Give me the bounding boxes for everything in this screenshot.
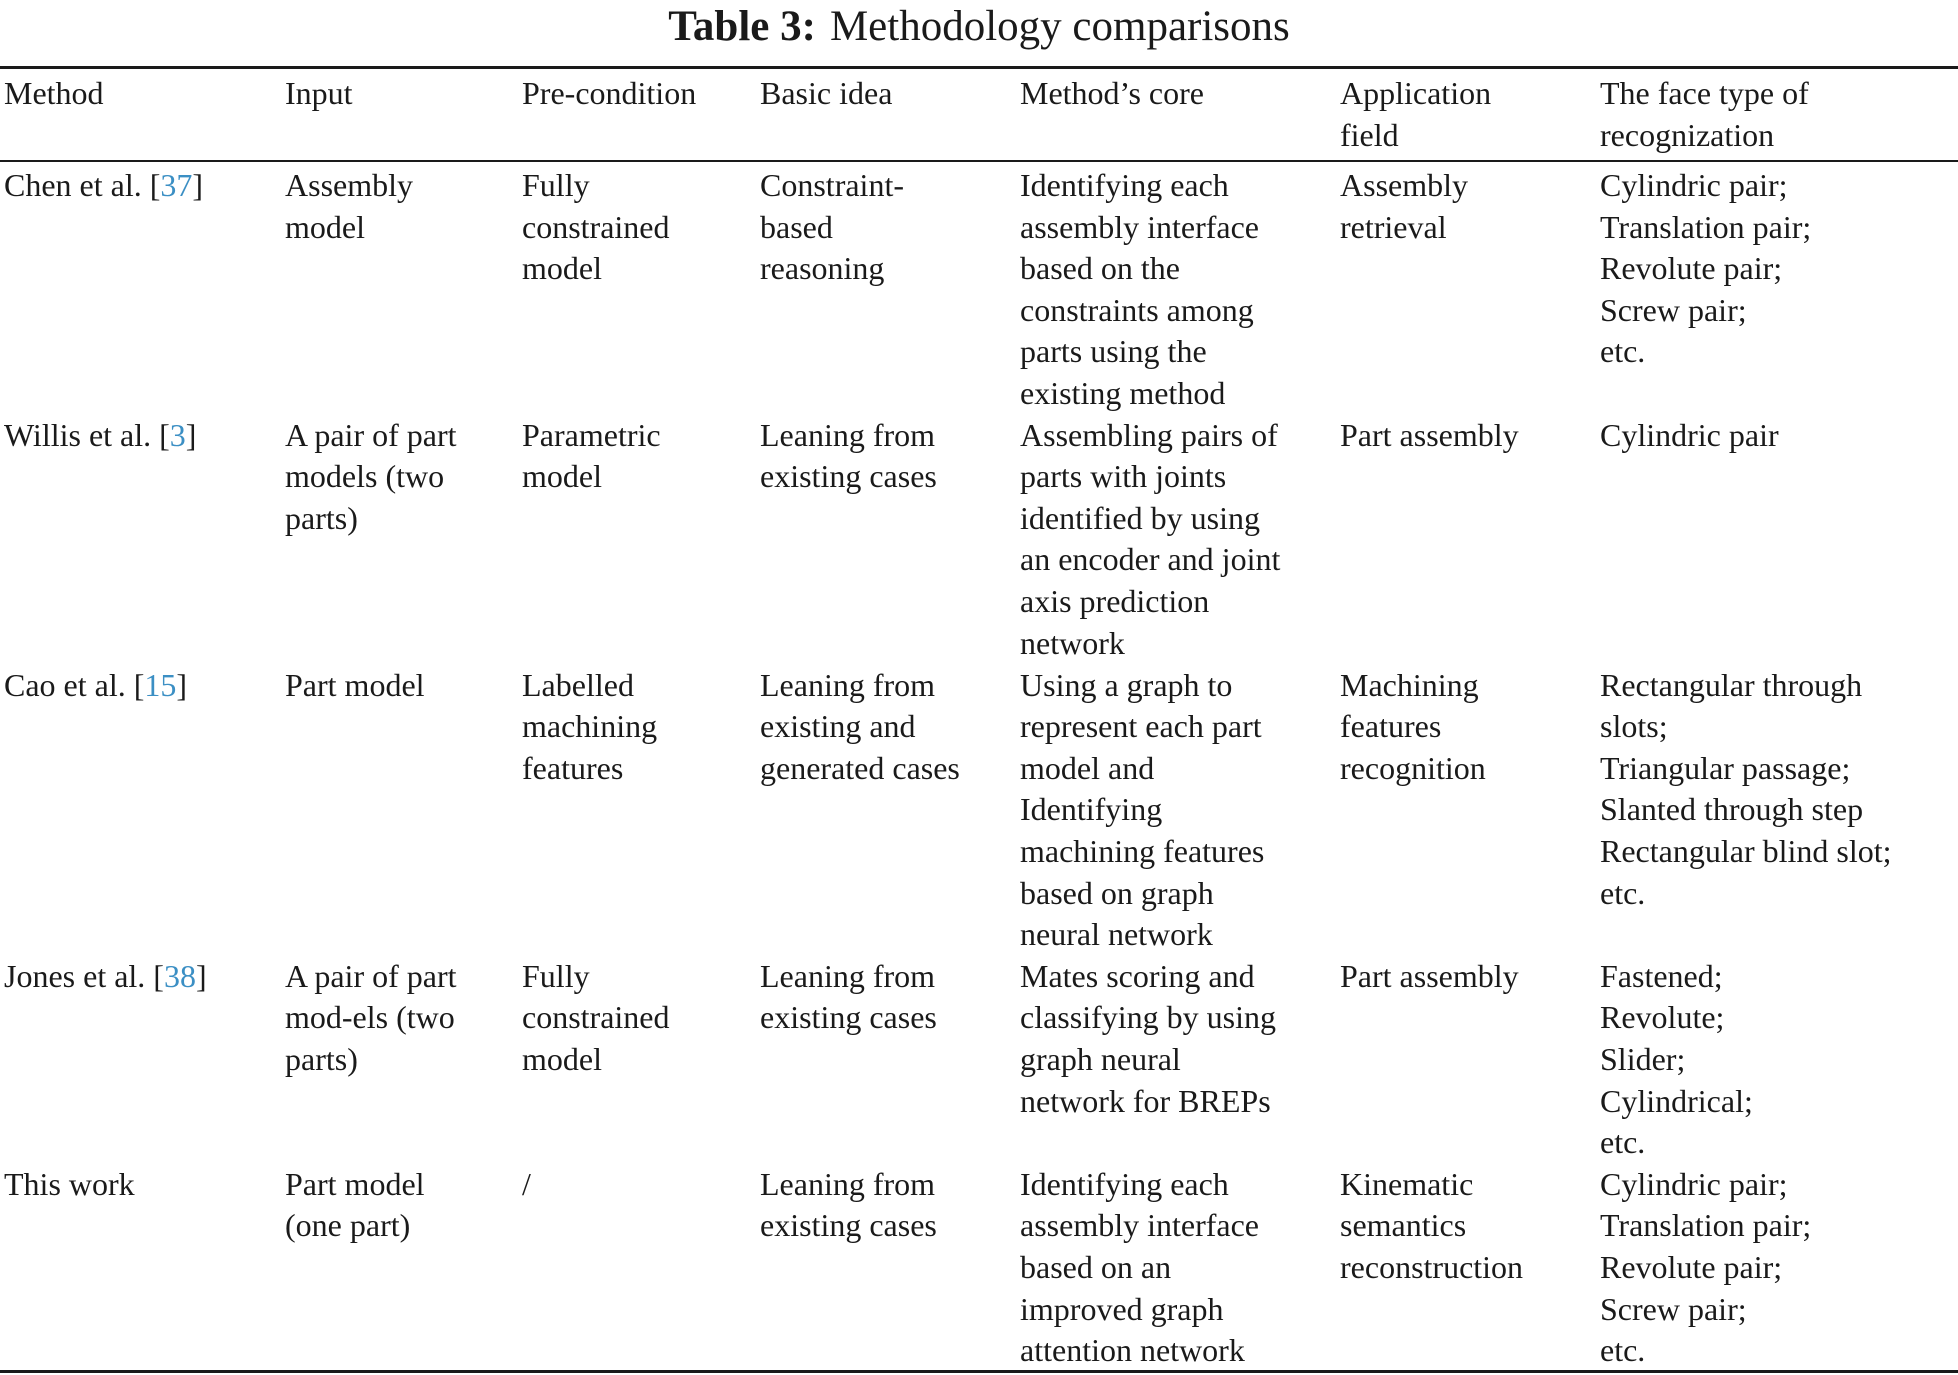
cell-text-line: based on graph bbox=[1020, 874, 1214, 911]
cell-face-type bbox=[1600, 665, 1958, 956]
column-header-line: Method bbox=[4, 75, 104, 111]
method-name: Willis et al. [ bbox=[4, 416, 170, 453]
cell-text-line: an encoder and joint bbox=[1020, 541, 1281, 578]
citation-link[interactable]: 15 bbox=[144, 666, 177, 703]
column-header-line: field bbox=[1340, 116, 1399, 153]
column-header-application-field bbox=[1340, 73, 1600, 162]
cell-text-line: network for BREPs bbox=[1020, 1082, 1271, 1119]
citation-bracket: ] bbox=[185, 416, 197, 453]
cell-application-field bbox=[1340, 162, 1600, 415]
cell-basic-idea bbox=[760, 956, 1020, 1164]
table-row bbox=[0, 665, 1958, 956]
cell-application-field bbox=[1340, 956, 1600, 1164]
cell-text-line: identified by using bbox=[1020, 499, 1260, 536]
column-header-line: Input bbox=[285, 75, 353, 111]
table-row bbox=[0, 1164, 1958, 1372]
cell-text-line: Part assembly bbox=[1340, 957, 1519, 994]
cell-text-line: Leaning from bbox=[760, 416, 936, 453]
cell-input bbox=[285, 956, 522, 1164]
cell-text-line: based on an bbox=[1020, 1248, 1172, 1285]
cell-methods-core bbox=[1020, 956, 1340, 1164]
cell-methods-core bbox=[1020, 415, 1340, 665]
cell-text-line: Identifying each bbox=[1020, 167, 1229, 203]
table-caption bbox=[0, 0, 1958, 52]
column-header-basic-idea bbox=[760, 73, 1020, 162]
cell-basic-idea bbox=[760, 1164, 1020, 1372]
column-header-input bbox=[285, 73, 522, 162]
cell-text-line: assembly interface bbox=[1020, 1207, 1259, 1244]
column-header-pre-condition bbox=[522, 73, 760, 162]
cell-text-line: machining bbox=[522, 708, 658, 745]
citation-link[interactable]: 37 bbox=[160, 167, 193, 203]
cell-text-line: features bbox=[522, 749, 624, 786]
column-header-line: The face type of bbox=[1600, 75, 1809, 111]
cell-pre-condition bbox=[522, 665, 760, 956]
cell-text-line: represent each part bbox=[1020, 708, 1262, 745]
cell-application-field bbox=[1340, 415, 1600, 665]
cell-text-line: Machining bbox=[1340, 666, 1479, 703]
cell-text-line: Kinematic bbox=[1340, 1165, 1474, 1202]
column-header-face-type bbox=[1600, 73, 1958, 162]
cell-text-line: constraints among bbox=[1020, 291, 1254, 328]
cell-application-field bbox=[1340, 1164, 1600, 1372]
cell-text-line: axis prediction bbox=[1020, 582, 1210, 619]
cell-basic-idea bbox=[760, 415, 1020, 665]
cell-text-line: Fully bbox=[522, 957, 590, 994]
cell-text-line: Revolute pair; bbox=[1600, 250, 1783, 287]
cell-text-line: Mates scoring and bbox=[1020, 957, 1255, 994]
cell-text-line: existing and bbox=[760, 708, 916, 745]
cell-text-line: neural network bbox=[1020, 916, 1213, 953]
column-header-line: Application bbox=[1340, 75, 1492, 111]
cell-text-line: Screw pair; bbox=[1600, 291, 1747, 328]
column-header-line: recognization bbox=[1600, 116, 1775, 153]
cell-text-line: Assembly bbox=[1340, 167, 1468, 203]
cell-text-line: reconstruction bbox=[1340, 1248, 1524, 1285]
cell-text-line: / bbox=[522, 1165, 531, 1202]
cell-method bbox=[0, 665, 285, 956]
cell-basic-idea bbox=[760, 665, 1020, 956]
cell-text-line: based on the bbox=[1020, 250, 1180, 287]
cell-text-line: parts using the bbox=[1020, 333, 1207, 370]
citation-link[interactable]: 38 bbox=[163, 957, 196, 994]
cell-text-line: Identifying each bbox=[1020, 1165, 1229, 1202]
cell-text-line: Revolute; bbox=[1600, 999, 1725, 1036]
cell-application-field bbox=[1340, 665, 1600, 956]
cell-text-line: Rectangular through bbox=[1600, 666, 1863, 703]
cell-text-line: etc. bbox=[1600, 333, 1646, 370]
cell-text-line: Fully bbox=[522, 167, 590, 203]
cell-text-line: Leaning from bbox=[760, 1165, 936, 1202]
table-row bbox=[0, 415, 1958, 665]
cell-text-line: constrained bbox=[522, 208, 670, 245]
cell-text-line: parts with joints bbox=[1020, 458, 1227, 495]
cell-text-line: model and bbox=[1020, 749, 1155, 786]
cell-text-line: Slanted through step bbox=[1600, 791, 1864, 828]
cell-text-line: A pair of part bbox=[285, 416, 457, 453]
cell-text-line: etc. bbox=[1600, 1332, 1646, 1369]
citation-bracket: ] bbox=[195, 957, 207, 994]
cell-text-line: network bbox=[1020, 624, 1125, 661]
cell-text-line: A pair of part bbox=[285, 957, 457, 994]
cell-text-line: Labelled bbox=[522, 666, 634, 703]
cell-pre-condition bbox=[522, 956, 760, 1164]
cell-basic-idea bbox=[760, 162, 1020, 415]
cell-text-line: Leaning from bbox=[760, 666, 936, 703]
cell-method bbox=[0, 956, 285, 1164]
cell-text-line: improved graph bbox=[1020, 1290, 1224, 1327]
cell-text-line: Translation pair; bbox=[1600, 1207, 1812, 1244]
cell-text-line: Cylindrical; bbox=[1600, 1082, 1753, 1119]
cell-text-line: Using a graph to bbox=[1020, 666, 1233, 703]
citation-bracket: ] bbox=[176, 666, 188, 703]
cell-text-line: Part model bbox=[285, 1165, 425, 1202]
cell-text-line: (one part) bbox=[285, 1207, 411, 1244]
cell-face-type bbox=[1600, 415, 1958, 665]
cell-text-line: Translation pair; bbox=[1600, 208, 1812, 245]
cell-text-line: classifying by using bbox=[1020, 999, 1276, 1036]
table-top-rule bbox=[0, 66, 1958, 69]
cell-text-line: machining features bbox=[1020, 832, 1265, 869]
citation-link[interactable]: 3 bbox=[169, 416, 186, 453]
cell-text-line: reasoning bbox=[760, 250, 885, 287]
cell-text-line: model bbox=[522, 250, 602, 287]
cell-text-line: Identifying bbox=[1020, 791, 1163, 828]
cell-text-line: parts) bbox=[285, 499, 358, 536]
cell-method bbox=[0, 415, 285, 665]
cell-text-line: mod-els (two bbox=[285, 999, 455, 1036]
table-body bbox=[0, 162, 1958, 1372]
cell-text-line: model bbox=[522, 458, 602, 495]
table-row bbox=[0, 956, 1958, 1164]
cell-face-type bbox=[1600, 956, 1958, 1164]
cell-text-line: Assembling pairs of bbox=[1020, 416, 1278, 453]
cell-text-line: etc. bbox=[1600, 1124, 1646, 1161]
cell-face-type bbox=[1600, 1164, 1958, 1372]
table-caption-text: Methodology comparisons bbox=[829, 3, 1290, 50]
cell-method bbox=[0, 162, 285, 415]
cell-pre-condition bbox=[522, 1164, 760, 1372]
method-name: Cao et al. [ bbox=[4, 666, 145, 703]
methodology-comparison-table bbox=[0, 73, 1958, 1372]
cell-text-line: existing cases bbox=[760, 999, 937, 1036]
cell-text-line: model bbox=[285, 208, 365, 245]
cell-text-line: Slider; bbox=[1600, 1040, 1686, 1077]
cell-face-type bbox=[1600, 162, 1958, 415]
cell-input bbox=[285, 665, 522, 956]
cell-text-line: Triangular passage; bbox=[1600, 749, 1851, 786]
cell-text-line: based bbox=[760, 208, 833, 245]
cell-pre-condition bbox=[522, 415, 760, 665]
cell-methods-core bbox=[1020, 162, 1340, 415]
cell-text-line: Rectangular blind slot; bbox=[1600, 832, 1892, 869]
cell-text-line: generated cases bbox=[760, 749, 960, 786]
cell-text-line: semantics bbox=[1340, 1207, 1467, 1244]
cell-text-line: Parametric bbox=[522, 416, 661, 453]
cell-text-line: graph neural bbox=[1020, 1040, 1181, 1077]
cell-text-line: existing method bbox=[1020, 374, 1226, 411]
table-header-row bbox=[0, 73, 1958, 162]
cell-methods-core bbox=[1020, 1164, 1340, 1372]
cell-text-line: constrained bbox=[522, 999, 670, 1036]
cell-text-line: Screw pair; bbox=[1600, 1290, 1747, 1327]
table-row bbox=[0, 162, 1958, 415]
cell-pre-condition bbox=[522, 162, 760, 415]
cell-text-line: Revolute pair; bbox=[1600, 1248, 1783, 1285]
cell-text-line: existing cases bbox=[760, 458, 937, 495]
cell-text-line: Assembly bbox=[285, 167, 413, 203]
cell-text-line: Cylindric pair; bbox=[1600, 1165, 1788, 1202]
cell-input bbox=[285, 415, 522, 665]
column-header-line: Basic idea bbox=[760, 75, 893, 111]
cell-text-line: Cylindric pair; bbox=[1600, 167, 1788, 203]
cell-text-line: slots; bbox=[1600, 708, 1668, 745]
table-caption-label: Table 3: bbox=[668, 3, 816, 50]
cell-text-line: parts) bbox=[285, 1040, 358, 1077]
method-name: Chen et al. [ bbox=[4, 167, 161, 203]
cell-text-line: model bbox=[522, 1040, 602, 1077]
cell-text-line: Constraint- bbox=[760, 167, 904, 203]
column-header-line: Pre-condition bbox=[522, 75, 697, 111]
cell-text-line: attention network bbox=[1020, 1332, 1245, 1369]
cell-text-line: retrieval bbox=[1340, 208, 1447, 245]
cell-text-line: assembly interface bbox=[1020, 208, 1259, 245]
cell-text-line: features bbox=[1340, 708, 1442, 745]
cell-text-line: etc. bbox=[1600, 874, 1646, 911]
column-header-methods-core bbox=[1020, 73, 1340, 162]
cell-text-line: models (two bbox=[285, 458, 445, 495]
cell-text-line: Fastened; bbox=[1600, 957, 1723, 994]
citation-bracket: ] bbox=[192, 167, 204, 203]
method-name: Jones et al. [ bbox=[4, 957, 164, 994]
column-header-line: Method’s core bbox=[1020, 75, 1204, 111]
cell-text-line: Leaning from bbox=[760, 957, 936, 994]
cell-text-line: existing cases bbox=[760, 1207, 937, 1244]
cell-text-line: Part model bbox=[285, 666, 425, 703]
cell-text-line: Cylindric pair bbox=[1600, 416, 1779, 453]
method-name: This work bbox=[4, 1165, 135, 1202]
cell-input bbox=[285, 1164, 522, 1372]
cell-text-line: Part assembly bbox=[1340, 416, 1519, 453]
cell-input bbox=[285, 162, 522, 415]
cell-methods-core bbox=[1020, 665, 1340, 956]
cell-text-line: recognition bbox=[1340, 749, 1486, 786]
column-header-method bbox=[0, 73, 285, 162]
cell-method bbox=[0, 1164, 285, 1372]
